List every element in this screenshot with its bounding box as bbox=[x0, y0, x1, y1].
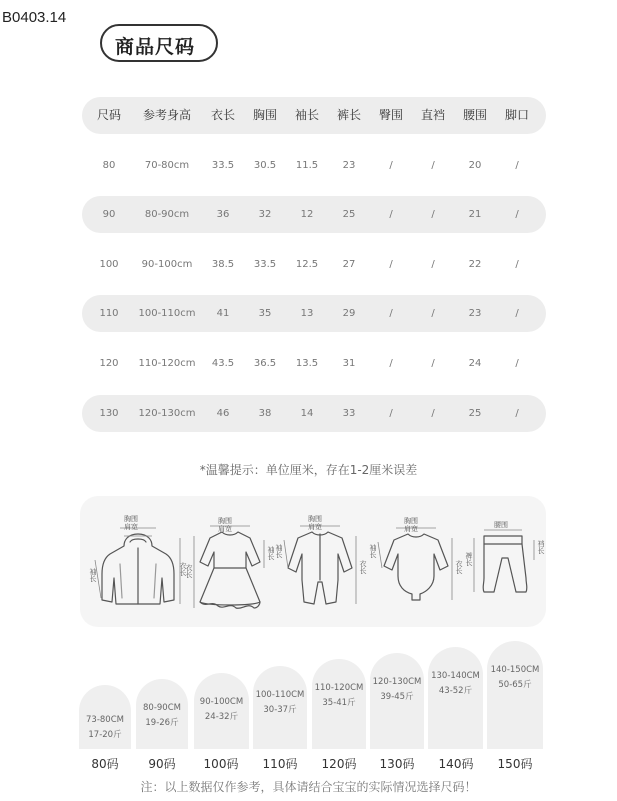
weight-range: 24-32斤 bbox=[204, 712, 239, 722]
table-cell: / bbox=[389, 258, 393, 270]
measurement-tip: *温馨提示：单位厘米，存在1-2厘米误差 bbox=[199, 463, 418, 477]
table-cell: 33.5 bbox=[211, 159, 235, 171]
table-cell: 41 bbox=[216, 308, 230, 320]
page-title: 商品尺码 bbox=[115, 36, 196, 58]
table-cell: 24 bbox=[468, 357, 482, 369]
table-cell: 32 bbox=[258, 209, 272, 221]
height-range: 100-110CM bbox=[255, 690, 305, 700]
garment-romper bbox=[275, 510, 367, 616]
weight-range: 43-52斤 bbox=[438, 686, 473, 696]
label-length: 衣长 bbox=[359, 560, 367, 574]
table-cell: / bbox=[389, 357, 393, 369]
table-cell: / bbox=[431, 159, 435, 171]
table-cell: 46 bbox=[216, 407, 230, 419]
size-bubble-130 bbox=[370, 653, 424, 749]
col-header: 臀围 bbox=[378, 108, 403, 122]
label-sleeve: 袖长 bbox=[267, 546, 275, 560]
size-bubble-120 bbox=[312, 659, 366, 749]
garment-dress bbox=[185, 512, 275, 616]
table-cell: 30.5 bbox=[253, 159, 277, 171]
weight-range: 19-26斤 bbox=[145, 718, 179, 728]
table-cell: 12.5 bbox=[295, 258, 319, 270]
height-range: 73-80CM bbox=[86, 715, 124, 725]
col-header: 胸围 bbox=[252, 108, 277, 122]
table-cell: 31 bbox=[342, 357, 356, 369]
table-cell: / bbox=[389, 308, 393, 320]
weight-range: 30-37斤 bbox=[263, 705, 297, 715]
label-shoulder: 肩宽 bbox=[404, 525, 418, 533]
garment-jacket bbox=[90, 508, 186, 616]
size-label: 120码 bbox=[321, 757, 357, 771]
disclaimer-note: 注：以上数据仅作参考，具体请结合宝宝的实际情况选择尺码！ bbox=[140, 780, 477, 794]
table-cell: 23 bbox=[468, 308, 482, 320]
garment-pants bbox=[464, 512, 545, 612]
size-label: 140码 bbox=[438, 757, 474, 771]
height-range: 110-120CM bbox=[314, 683, 364, 693]
label-chest: 胸围 bbox=[218, 517, 232, 525]
height-range: 120-130CM bbox=[372, 677, 422, 687]
table-cell: 120-130cm bbox=[138, 407, 196, 419]
label-sleeve: 袖长 bbox=[369, 544, 377, 558]
table-cell: 33 bbox=[342, 407, 356, 419]
table-row bbox=[82, 147, 546, 184]
col-header: 裤长 bbox=[336, 108, 361, 122]
size-label: 80码 bbox=[91, 757, 119, 771]
table-cell: 13.5 bbox=[295, 357, 319, 369]
label-chest: 胸围 bbox=[308, 515, 322, 523]
table-cell: 110-120cm bbox=[138, 357, 196, 369]
table-cell: / bbox=[431, 258, 435, 270]
table-cell: 70-80cm bbox=[144, 159, 190, 171]
table-cell: 13 bbox=[300, 308, 314, 320]
height-range: 130-140CM bbox=[431, 671, 480, 681]
weight-range: 50-65斤 bbox=[498, 680, 532, 690]
table-cell: 14 bbox=[300, 407, 314, 419]
table-cell: 36 bbox=[216, 209, 230, 221]
col-header: 衣长 bbox=[210, 108, 235, 122]
size-label: 150码 bbox=[497, 757, 533, 771]
size-bubble-110 bbox=[253, 666, 307, 749]
table-row bbox=[82, 395, 546, 432]
label-shoulder: 肩宽 bbox=[124, 523, 138, 531]
label-shoulder: 肩宽 bbox=[218, 525, 232, 533]
table-cell: / bbox=[515, 357, 519, 369]
table-cell: / bbox=[515, 258, 519, 270]
table-cell: 38.5 bbox=[211, 258, 235, 270]
table-cell: / bbox=[431, 209, 435, 221]
hooded-jacket-icon bbox=[90, 508, 186, 616]
table-cell: 27 bbox=[342, 258, 356, 270]
size-label: 90码 bbox=[148, 757, 176, 771]
table-cell: / bbox=[389, 407, 393, 419]
label-sleeve: 袖长 bbox=[275, 544, 283, 558]
table-cell: 38 bbox=[258, 407, 272, 419]
label-shoulder: 肩宽 bbox=[308, 523, 322, 531]
height-range: 140-150CM bbox=[490, 665, 540, 675]
table-cell: / bbox=[431, 308, 435, 320]
table-cell: / bbox=[515, 159, 519, 171]
height-range: 90-100CM bbox=[199, 697, 244, 707]
table-cell: 120 bbox=[99, 357, 119, 369]
garment-diagram-panel bbox=[80, 496, 546, 627]
table-cell: 80-90cm bbox=[144, 209, 190, 221]
table-cell: 110 bbox=[99, 308, 119, 320]
table-cell: 21 bbox=[468, 209, 482, 221]
col-header: 腰围 bbox=[462, 108, 487, 122]
label-sleeve: 袖长 bbox=[89, 568, 97, 582]
table-cell: 100-110cm bbox=[138, 308, 196, 320]
table-cell: / bbox=[515, 209, 519, 221]
label-length: 衣长 bbox=[185, 564, 193, 578]
label-length: 衣长 bbox=[179, 562, 187, 576]
table-cell: 22 bbox=[468, 258, 482, 270]
table-cell: 130 bbox=[99, 407, 119, 419]
size-table bbox=[82, 97, 546, 444]
weight-range: 39-45斤 bbox=[380, 692, 414, 702]
table-header-row bbox=[82, 97, 546, 134]
size-bubble-80 bbox=[79, 685, 131, 749]
table-cell: / bbox=[431, 357, 435, 369]
table-cell: / bbox=[389, 159, 393, 171]
size-label: 130码 bbox=[379, 757, 415, 771]
garment-bodysuit bbox=[369, 512, 463, 612]
size-label: 100码 bbox=[203, 757, 239, 771]
product-code: B0403.14 bbox=[2, 9, 67, 26]
label-length: 衣长 bbox=[455, 560, 463, 574]
table-cell: 12 bbox=[300, 209, 314, 221]
weight-range: 17-20斤 bbox=[88, 730, 122, 740]
table-cell: / bbox=[515, 407, 519, 419]
label-chest: 胸围 bbox=[404, 517, 418, 525]
table-cell: 90 bbox=[102, 209, 116, 221]
col-header: 袖长 bbox=[294, 108, 319, 122]
table-cell: 23 bbox=[342, 159, 356, 171]
size-bubble-150 bbox=[487, 641, 543, 749]
table-cell: 25 bbox=[468, 407, 482, 419]
size-bubble-100 bbox=[194, 673, 249, 749]
table-cell: 20 bbox=[468, 159, 482, 171]
label-rise: 裆长 bbox=[537, 540, 545, 554]
size-bubble-90 bbox=[136, 679, 188, 749]
col-header: 参考身高 bbox=[142, 108, 191, 122]
col-header: 直裆 bbox=[420, 108, 445, 122]
table-row bbox=[82, 345, 546, 382]
label-pant-length: 裤长 bbox=[465, 552, 473, 566]
col-header: 尺码 bbox=[96, 108, 121, 122]
size-bubble-140 bbox=[428, 647, 483, 749]
table-cell: / bbox=[389, 209, 393, 221]
table-cell: 11.5 bbox=[295, 159, 319, 171]
title-pill bbox=[100, 24, 218, 62]
table-row bbox=[82, 246, 546, 283]
label-waist: 腰围 bbox=[494, 521, 508, 529]
table-cell: / bbox=[431, 407, 435, 419]
table-cell: 90-100cm bbox=[141, 258, 193, 270]
table-cell: / bbox=[515, 308, 519, 320]
table-cell: 33.5 bbox=[253, 258, 277, 270]
table-cell: 43.5 bbox=[211, 357, 235, 369]
col-header: 脚口 bbox=[504, 108, 529, 122]
table-cell: 29 bbox=[342, 308, 356, 320]
table-row bbox=[82, 196, 546, 233]
weight-range: 35-41斤 bbox=[322, 698, 356, 708]
table-cell: 36.5 bbox=[253, 357, 277, 369]
size-label: 110码 bbox=[262, 757, 298, 771]
label-chest: 胸围 bbox=[124, 515, 138, 523]
table-cell: 25 bbox=[342, 209, 356, 221]
table-cell: 100 bbox=[99, 258, 119, 270]
table-cell: 80 bbox=[102, 159, 116, 171]
table-cell: 35 bbox=[258, 308, 272, 320]
table-row bbox=[82, 295, 546, 332]
height-range: 80-90CM bbox=[143, 703, 181, 713]
